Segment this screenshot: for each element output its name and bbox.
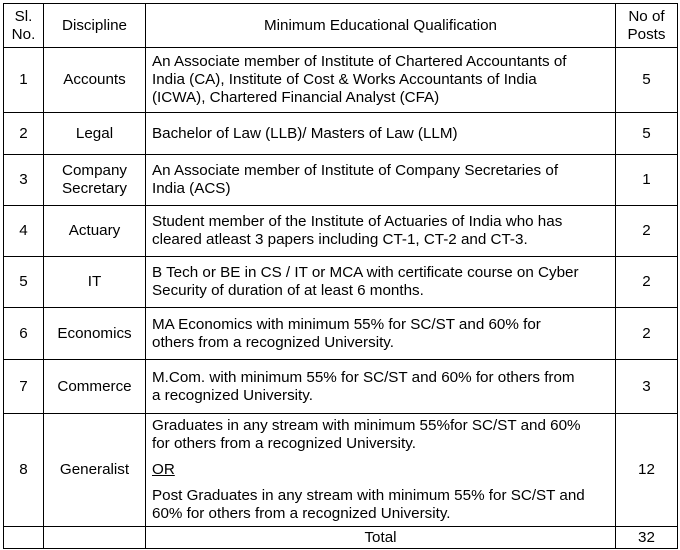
cell-qualification: Graduates in any stream with minimum 55%for SC/ST and 60% for others from a recognized University. OR Post Graduates in any stream with minimum 55% for SC/ST and 60% for others from a recognized University. — [146, 414, 616, 527]
total-posts: 32 — [616, 527, 678, 549]
table-row — [4, 113, 678, 155]
cell-discipline: Generalist — [44, 414, 146, 527]
cell-sl: 3 — [4, 155, 44, 206]
qualification-table — [3, 3, 678, 549]
cell-qualification: Student member of the Institute of Actuaries of India who has cleared atleast 3 papers including CT-1, CT-2 and CT-3. — [146, 206, 616, 257]
header-qualification: Minimum Educational Qualification — [146, 4, 616, 48]
cell-posts: 5 — [616, 48, 678, 113]
cell-sl: 8 — [4, 414, 44, 527]
cell-qualification: An Associate member of Institute of Company Secretaries of India (ACS) — [146, 155, 616, 206]
header-discipline: Discipline — [44, 4, 146, 48]
table-row — [4, 360, 678, 414]
table-row — [4, 414, 678, 527]
cell-discipline: Legal — [44, 113, 146, 155]
total-label: Total — [146, 527, 616, 549]
cell-posts: 5 — [616, 113, 678, 155]
cell-posts: 3 — [616, 360, 678, 414]
header-sl-no: Sl. No. — [4, 4, 44, 48]
cell-sl: 5 — [4, 257, 44, 308]
table-row — [4, 155, 678, 206]
cell-sl: 1 — [4, 48, 44, 113]
table-header-row — [4, 4, 678, 48]
cell-qualification: An Associate member of Institute of Chartered Accountants of India (CA), Institute of Cost & Works Accountants of India (ICWA), Chartered Financial Analyst (CFA) — [146, 48, 616, 113]
cell-posts: 2 — [616, 206, 678, 257]
table-row — [4, 257, 678, 308]
cell-qualification: Bachelor of Law (LLB)/ Masters of Law (LLM) — [146, 113, 616, 155]
table-row — [4, 48, 678, 113]
total-row — [4, 527, 678, 549]
cell-qualification: MA Economics with minimum 55% for SC/ST and 60% for others from a recognized University. — [146, 308, 616, 360]
cell-posts: 1 — [616, 155, 678, 206]
or-label: OR — [152, 461, 175, 478]
cell-posts: 2 — [616, 308, 678, 360]
cell-empty — [4, 527, 44, 549]
cell-posts: 12 — [616, 414, 678, 527]
cell-empty — [44, 527, 146, 549]
header-posts: No of Posts — [616, 4, 678, 48]
cell-sl: 4 — [4, 206, 44, 257]
cell-discipline: Actuary — [44, 206, 146, 257]
cell-discipline: Accounts — [44, 48, 146, 113]
cell-discipline: IT — [44, 257, 146, 308]
cell-qualification: M.Com. with minimum 55% for SC/ST and 60% for others from a recognized University. — [146, 360, 616, 414]
cell-discipline: Economics — [44, 308, 146, 360]
table-row — [4, 308, 678, 360]
cell-qualification: B Tech or BE in CS / IT or MCA with certificate course on Cyber Security of duration of at least 6 months. — [146, 257, 616, 308]
cell-discipline: Company Secretary — [44, 155, 146, 206]
cell-discipline: Commerce — [44, 360, 146, 414]
cell-posts: 2 — [616, 257, 678, 308]
cell-sl: 2 — [4, 113, 44, 155]
table-row — [4, 206, 678, 257]
cell-sl: 6 — [4, 308, 44, 360]
cell-sl: 7 — [4, 360, 44, 414]
